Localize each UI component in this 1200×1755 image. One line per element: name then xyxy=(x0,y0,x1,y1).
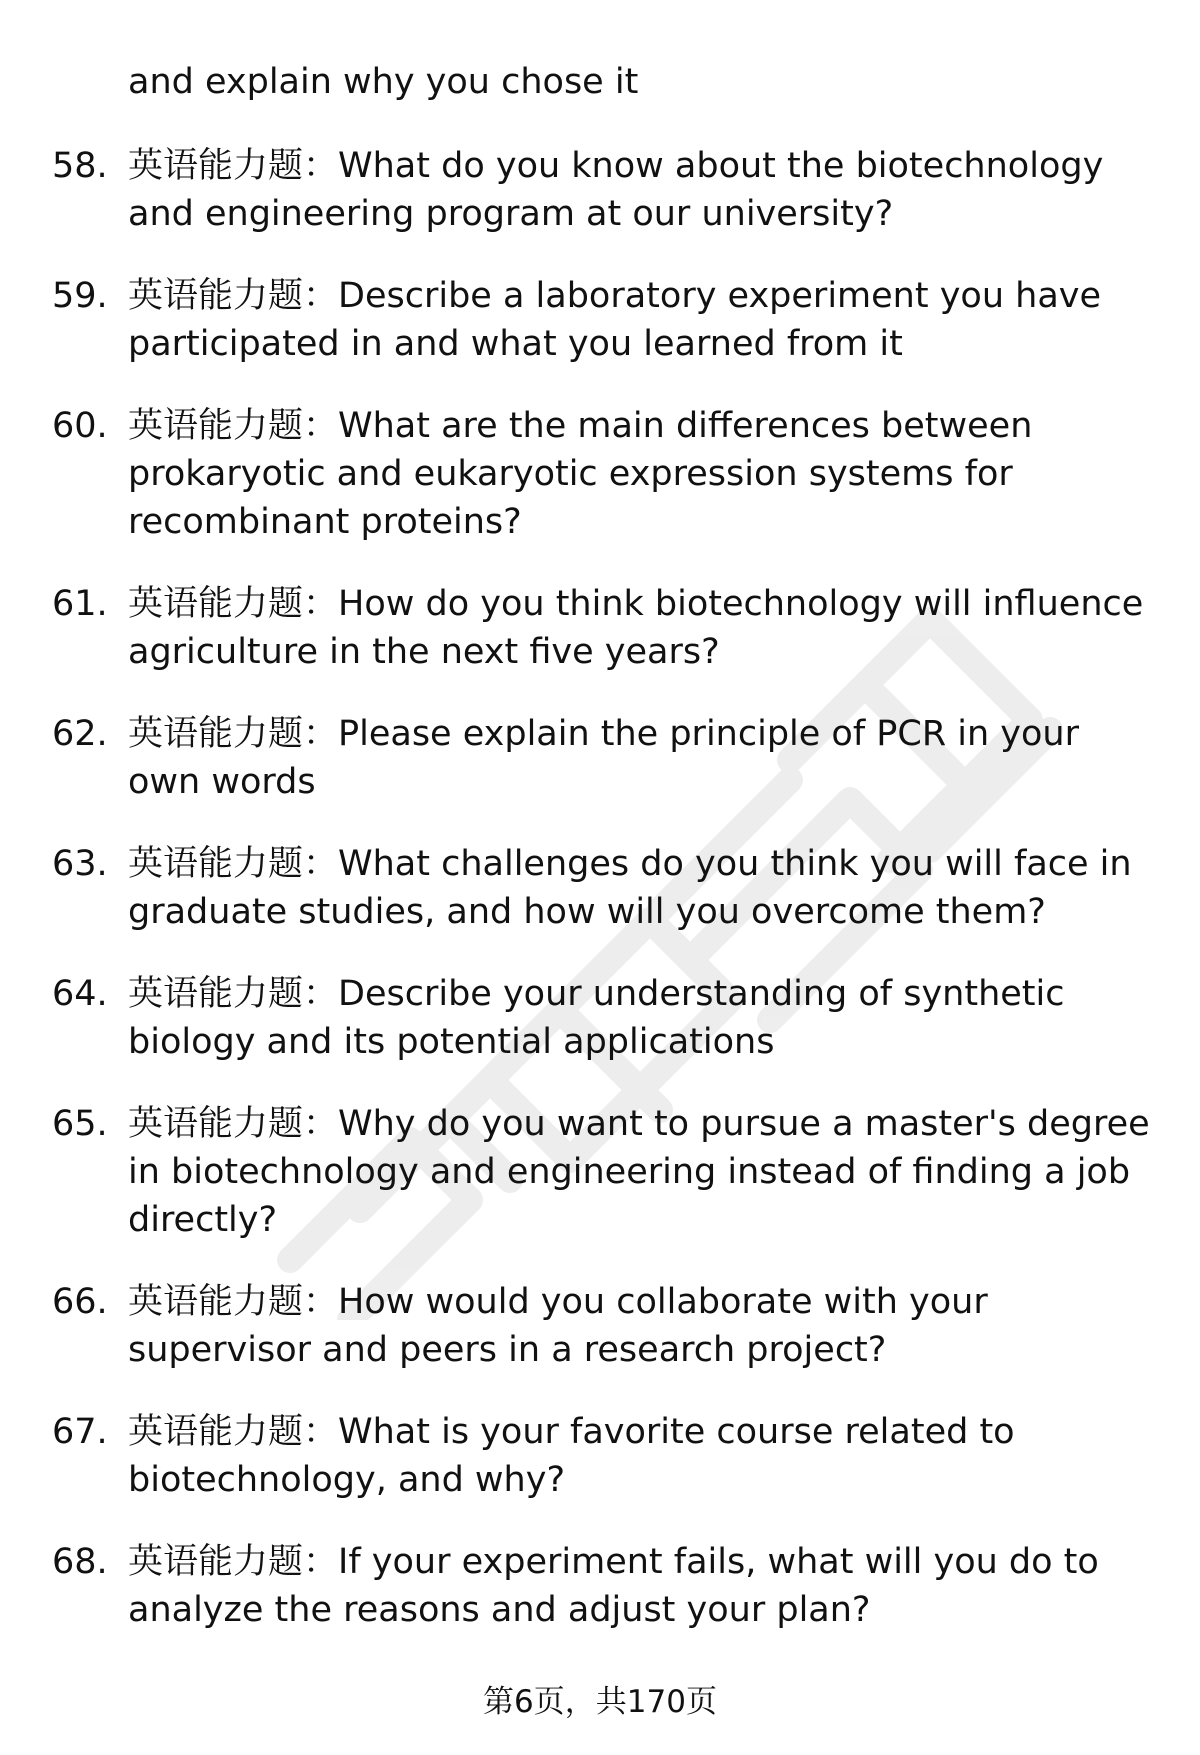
question-text: What do you know about the biotechnology and engineering program at our university? xyxy=(128,146,1104,234)
question-category: 英语能力题： xyxy=(128,1542,339,1582)
question-item xyxy=(0,402,1200,546)
question-text: What is your favorite course related to biotechnology, and why? xyxy=(128,1412,1015,1500)
question-number: 59. xyxy=(52,276,108,316)
question-category: 英语能力题： xyxy=(128,974,339,1014)
question-category: 英语能力题： xyxy=(128,844,339,884)
question-body xyxy=(128,402,1158,546)
question-category: 英语能力题： xyxy=(128,584,339,624)
question-category: 英语能力题： xyxy=(128,406,339,446)
question-item xyxy=(0,580,1200,676)
question-body xyxy=(128,1278,1158,1374)
question-number: 64. xyxy=(52,974,108,1014)
question-body xyxy=(128,840,1158,936)
continued-question-text: and explain why you chose it xyxy=(128,62,639,102)
question-text: How would you collaborate with your supervisor and peers in a research project? xyxy=(128,1282,988,1370)
question-item xyxy=(0,840,1200,936)
question-text: How do you think biotechnology will influence agriculture in the next five years? xyxy=(128,584,1144,672)
question-item xyxy=(0,1100,1200,1244)
question-category: 英语能力题： xyxy=(128,1282,339,1322)
question-item xyxy=(0,970,1200,1066)
question-text: Describe a laboratory experiment you have participated in and what you learned from it xyxy=(128,276,1102,364)
question-number: 65. xyxy=(52,1104,108,1144)
question-item xyxy=(0,1408,1200,1504)
question-text: What are the main differences between prokaryotic and eukaryotic expression systems for recombinant proteins? xyxy=(128,406,1033,542)
question-body xyxy=(128,580,1158,676)
question-number: 68. xyxy=(52,1542,108,1582)
question-number: 63. xyxy=(52,844,108,884)
question-item xyxy=(0,142,1200,238)
question-category: 英语能力题： xyxy=(128,146,339,186)
question-text: What challenges do you think you will face in graduate studies, and how will you overcome them? xyxy=(128,844,1132,932)
question-text: Describe your understanding of synthetic biology and its potential applications xyxy=(128,974,1065,1062)
question-body xyxy=(128,1408,1158,1504)
question-body xyxy=(128,272,1158,368)
page-number-footer: 第6页，共170页 xyxy=(483,1684,717,1720)
question-category: 英语能力题： xyxy=(128,714,339,754)
question-number: 62. xyxy=(52,714,108,754)
question-text: Why do you want to pursue a master's degree in biotechnology and engineering instead of finding a job directly? xyxy=(128,1104,1150,1240)
question-number: 67. xyxy=(52,1412,108,1452)
question-category: 英语能力题： xyxy=(128,1412,339,1452)
question-item xyxy=(0,710,1200,806)
question-category: 英语能力题： xyxy=(128,276,339,316)
question-category: 英语能力题： xyxy=(128,1104,339,1144)
question-number: 58. xyxy=(52,146,108,186)
question-item xyxy=(0,272,1200,368)
question-list xyxy=(0,142,1200,1668)
question-number: 61. xyxy=(52,584,108,624)
question-text: Please explain the principle of PCR in your own words xyxy=(128,714,1079,802)
question-text: If your experiment fails, what will you do to analyze the reasons and adjust your plan? xyxy=(128,1542,1099,1630)
question-body xyxy=(128,710,1158,806)
question-item xyxy=(0,1538,1200,1634)
question-number: 66. xyxy=(52,1282,108,1322)
question-body xyxy=(128,1538,1158,1634)
question-body xyxy=(128,1100,1158,1244)
question-body xyxy=(128,142,1158,238)
question-body xyxy=(128,970,1158,1066)
question-item xyxy=(0,1278,1200,1374)
question-number: 60. xyxy=(52,406,108,446)
